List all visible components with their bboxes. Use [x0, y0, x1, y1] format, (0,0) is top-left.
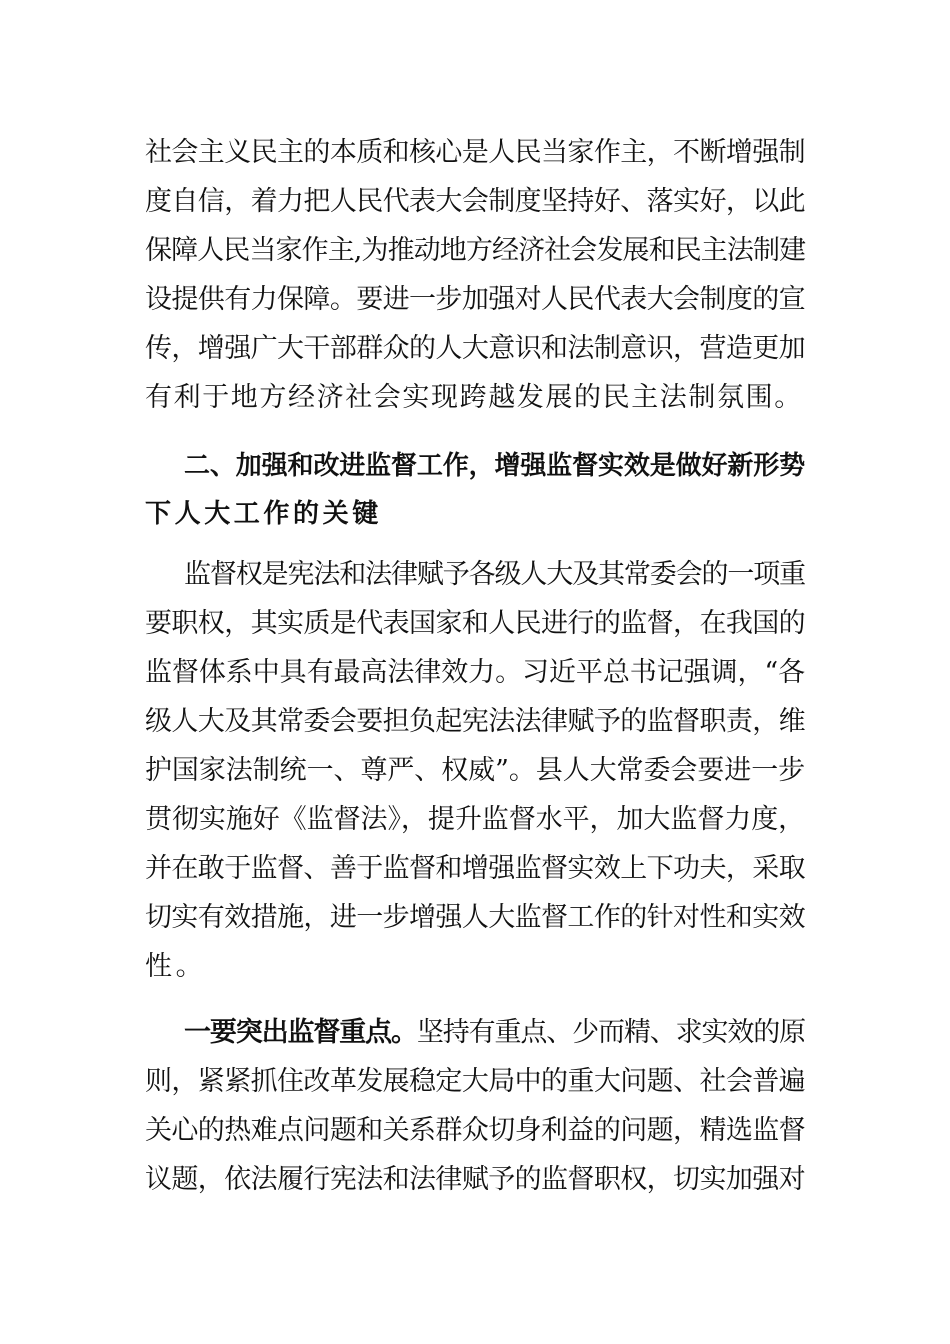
paragraph-1-line-3: 保障人民当家作主,为推动地方经济社会发展和民主法制建	[145, 235, 806, 266]
paragraph-1-line-2: 度自信，着力把人民代表大会制度坚持好、落实好，以此	[145, 186, 805, 217]
paragraph-3-line-3: 关心的热难点问题和关系群众切身利益的问题，精选监督	[145, 1115, 805, 1146]
paragraph-2-line-7: 并在敢于监督、善于监督和增强监督实效上下功夫，采取	[145, 853, 805, 884]
section-heading-line-1: 二、加强和改进监督工作，增强监督实效是做好新形势	[184, 451, 805, 481]
paragraph-2-line-9: 性。	[145, 951, 207, 982]
paragraph-3-line-1-rest: 坚持有重点、少而精、求实效的原	[416, 1017, 806, 1048]
paragraph-2-line-5: 护国家法制统一、尊严、权威”。县人大常委会要进一步	[145, 755, 805, 786]
paragraph-1-line-4: 设提供有力保障。要进一步加强对人民代表大会制度的宣	[145, 284, 805, 315]
paragraph-2-line-6: 贯彻实施好《监督法》，提升监督水平，加大监督力度，	[145, 804, 805, 835]
paragraph-3-lead: 一要突出监督重点。	[184, 1017, 417, 1048]
paragraph-2-line-1: 监督权是宪法和法律赋予各级人大及其常委会的一项重	[184, 559, 805, 590]
paragraph-2-line-8: 切实有效措施，进一步增强人大监督工作的针对性和实效	[145, 902, 805, 933]
paragraph-1-line-1: 社会主义民主的本质和核心是人民当家作主，不断增强制	[145, 137, 805, 168]
section-heading-line-2: 下人大工作的关键	[145, 499, 382, 529]
paragraph-1-line-6: 有利于地方经济社会实现跨越发展的民主法制氛围。	[145, 382, 803, 413]
paragraph-1-line-5: 传，增强广大干部群众的人大意识和法制意识，营造更加	[145, 333, 805, 364]
paragraph-3-line-2: 则，紧紧抓住改革发展稳定大局中的重大问题、社会普遍	[145, 1066, 805, 1097]
paragraph-2-line-3: 监督体系中具有最高法律效力。习近平总书记强调，“各	[145, 657, 805, 688]
paragraph-3-line-1	[184, 1016, 805, 1050]
paragraph-2-line-4: 级人大及其常委会要担负起宪法法律赋予的监督职责，维	[145, 706, 805, 737]
paragraph-3-line-4: 议题，依法履行宪法和法律赋予的监督职权，切实加强对	[145, 1164, 805, 1195]
paragraph-2-line-2: 要职权，其实质是代表国家和人民进行的监督，在我国的	[145, 608, 805, 639]
